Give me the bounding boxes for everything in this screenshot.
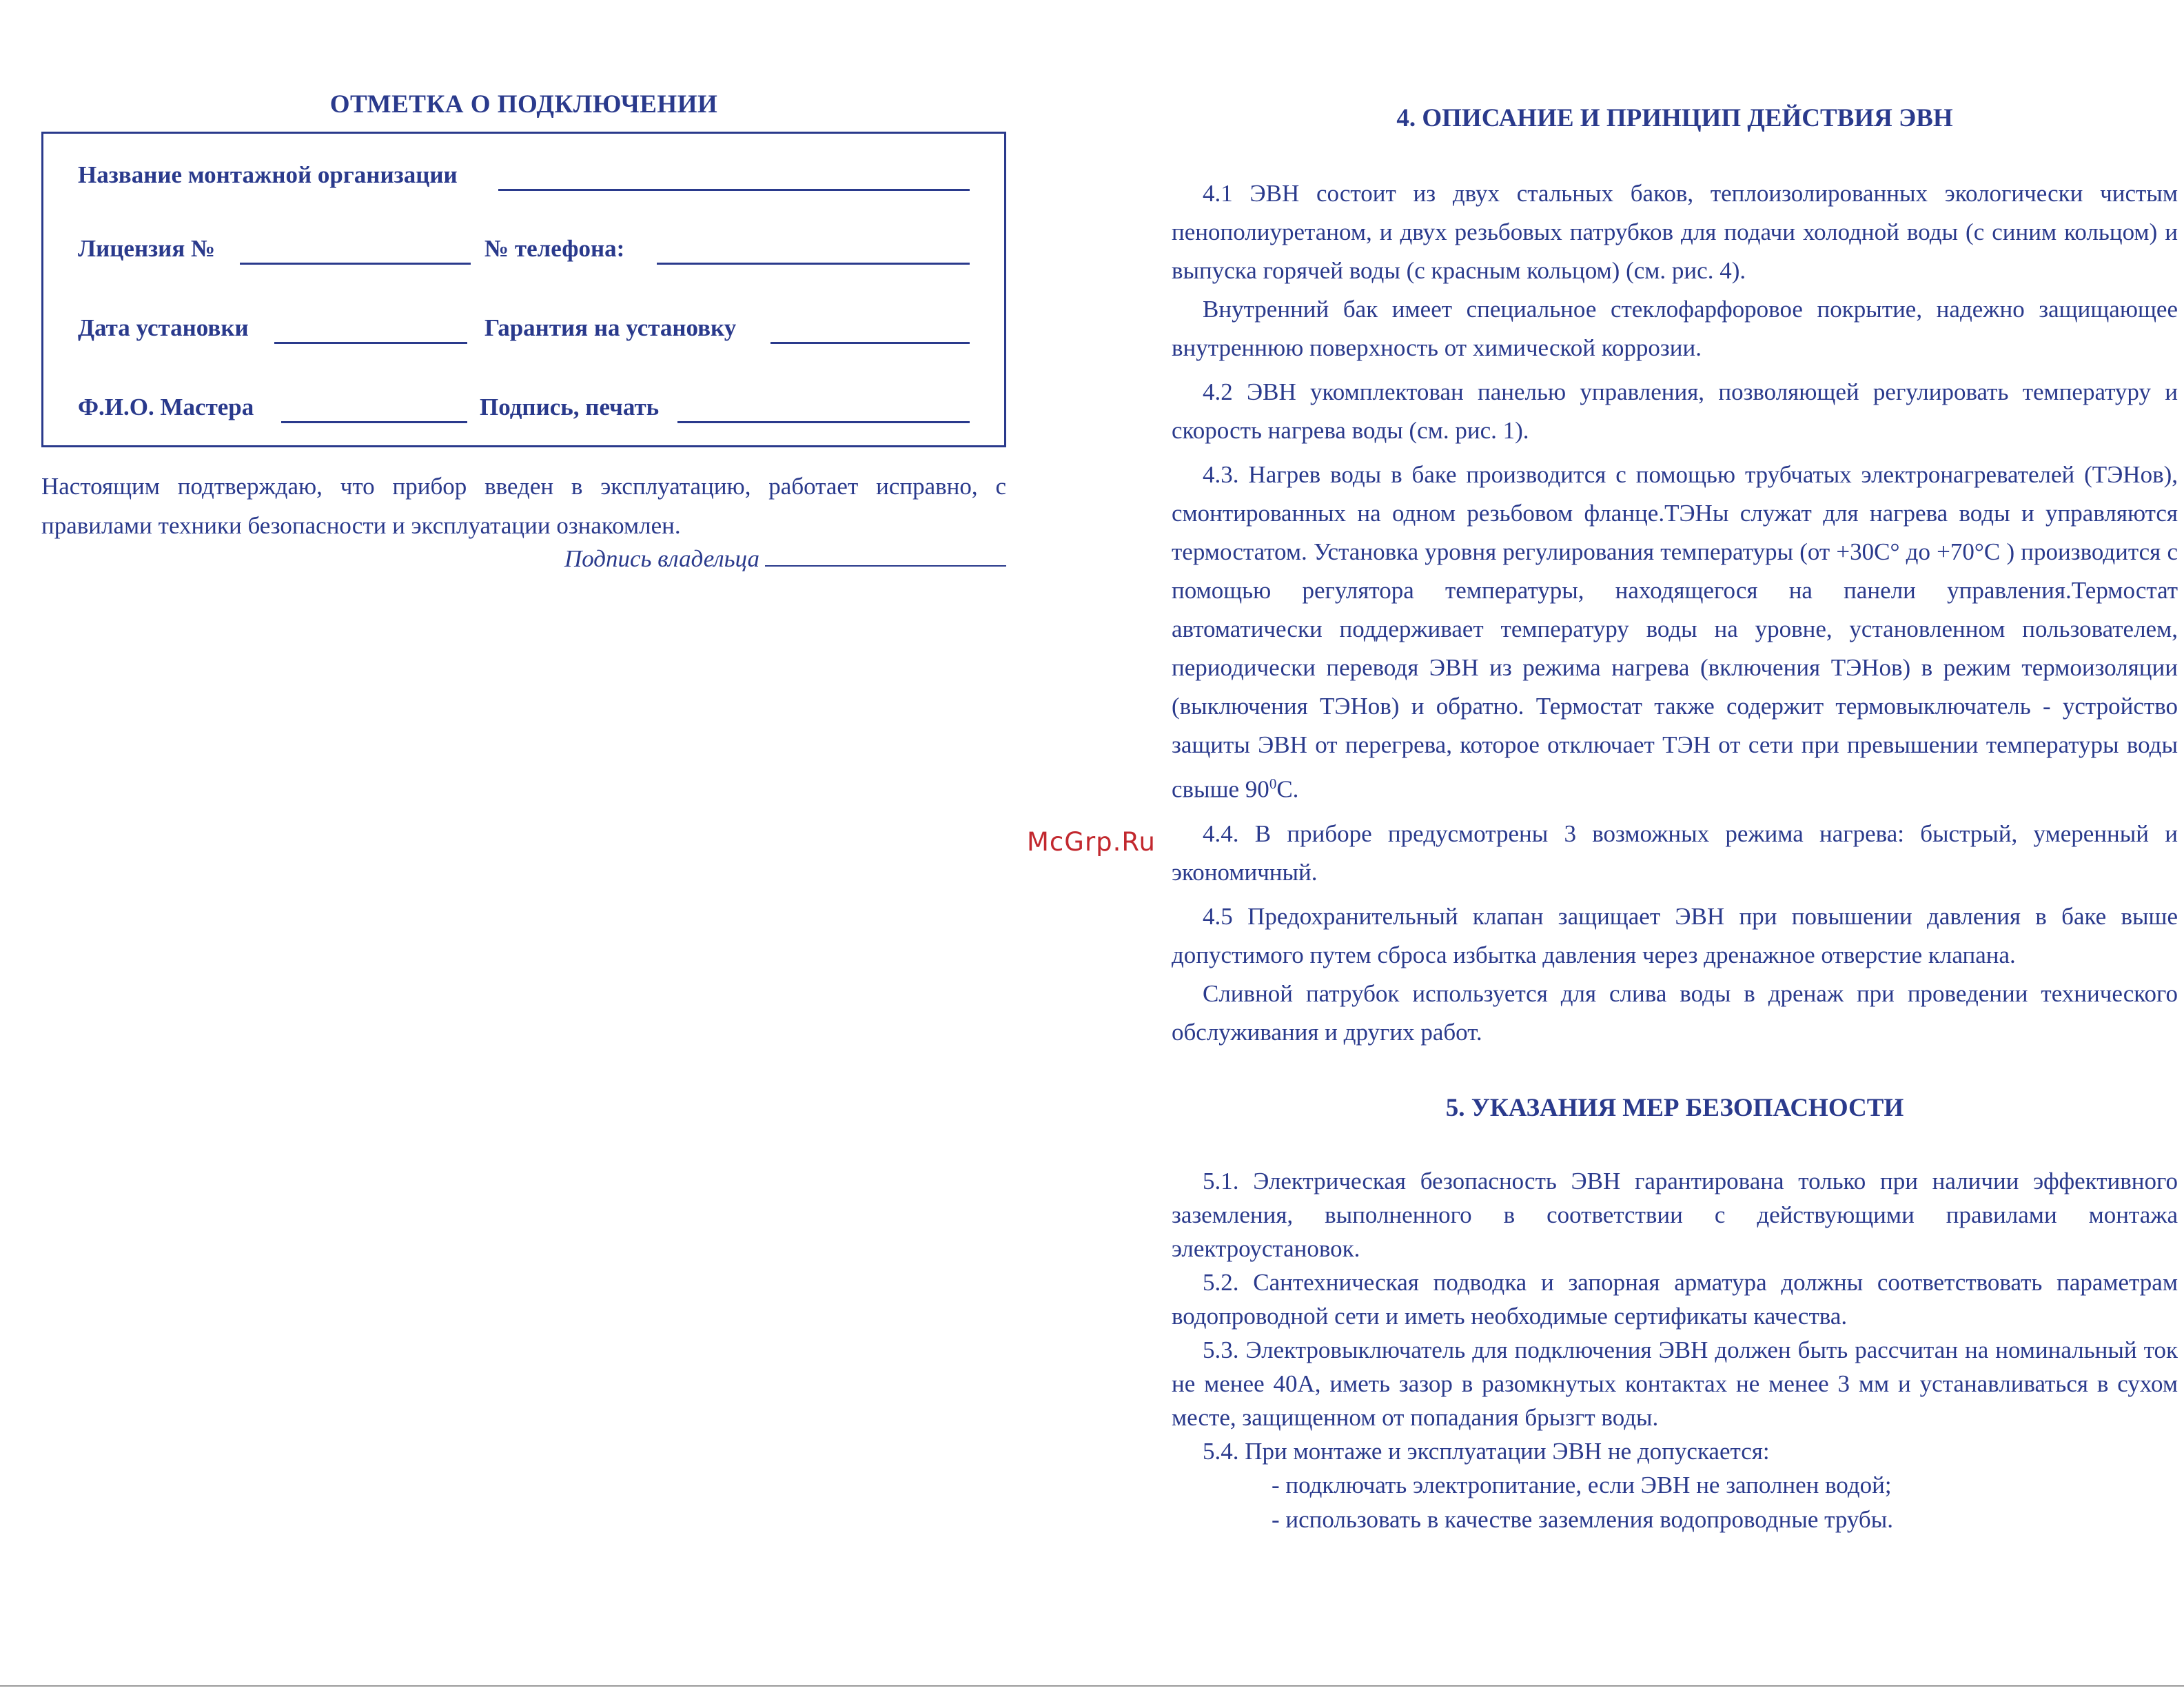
- paragraph-4-5: 4.5 Предохранительный клапан защищает ЭВН при повышении давления в баке выше допустимого путем сброса избытка давления через дренажное отверстие клапана.: [1172, 902, 2178, 968]
- connection-form: [41, 132, 1006, 447]
- degree-sup: 0: [1269, 775, 1277, 792]
- owner-signature-label: Подпись владельца: [564, 545, 759, 572]
- paragraph-5-3: 5.3. Электровыключатель для подключения ЭВН должен быть рассчитан на номинальный ток не менее 40А, иметь зазор в разомкнутых контактах не менее 3 мм и устанавливаться в сухом месте, защищенном от попадания брызгт воды.: [1172, 1336, 2178, 1431]
- section-4-body: [1172, 174, 2178, 1052]
- paragraph-4-1: 4.1 ЭВН состоит из двух стальных баков, теплоизолированных экологически чистым пенополиуретаном, и двух резьбовых патрубков для подачи холодной воды (с синим кольцом) и выпуска горячей воды (с красным кольцом) (см. рис. 4).: [1172, 180, 2178, 284]
- section-5-body: [1172, 1164, 2178, 1537]
- signature-field[interactable]: [677, 421, 970, 423]
- paragraph-5-2: 5.2. Сантехническая подводка и запорная арматура должны соответствовать параметрам водопроводной сети и иметь необходимые сертификаты качества.: [1172, 1268, 2178, 1330]
- install-date-field[interactable]: [274, 342, 467, 344]
- right-page: [1172, 103, 2178, 1537]
- paragraph-4-1-inner: Внутренний бак имеет специальное стеклофарфоровое покрытие, надежно защищающее внутреннюю поверхность от химической коррозии.: [1172, 296, 2178, 361]
- paragraph-5-1: 5.1. Электрическая безопасность ЭВН гарантирована только при наличии эффективного заземления, выполненного в соответствии с действующими правилами монтажа электроустановок.: [1172, 1167, 2178, 1262]
- owner-signature-field[interactable]: [765, 565, 1006, 567]
- connection-title: ОТМЕТКА О ПОДКЛЮЧЕНИИ: [329, 90, 718, 119]
- phone-field[interactable]: [657, 263, 970, 265]
- paragraph-4-3-end: С.: [1276, 775, 1299, 803]
- confirmation-text: Настоящим подтверждаю, что прибор введен в эксплуатацию, работает исправно, с правилами техники безопасности и эксплуатации ознакомлен.: [41, 473, 1006, 539]
- license-label: Лицензия №: [78, 235, 216, 262]
- warranty-label: Гарантия на установку: [484, 314, 737, 341]
- paragraph-4-2: 4.2 ЭВН укомплектован панелью управления, позволяющей регулировать температуру и скорость нагрева воды (см. рис. 1).: [1172, 378, 2178, 444]
- owner-signature: [41, 545, 1006, 573]
- left-page: [41, 90, 1006, 573]
- license-field[interactable]: [240, 263, 471, 265]
- org-field[interactable]: [498, 189, 970, 191]
- bullet-item: - использовать в качестве заземления водопроводные трубы.: [1272, 1505, 1894, 1533]
- org-label: Название монтажной организации: [78, 161, 458, 188]
- bottom-divider: [0, 1685, 2184, 1687]
- phone-label: № телефона:: [484, 235, 625, 262]
- master-label: Ф.И.О. Мастера: [78, 394, 254, 420]
- install-date-label: Дата установки: [78, 314, 249, 341]
- section-4-title: 4. ОПИСАНИЕ И ПРИНЦИП ДЕЙСТВИЯ ЭВН: [1396, 104, 1953, 132]
- section-5-title: 5. УКАЗАНИЯ МЕР БЕЗОПАСНОСТИ: [1445, 1093, 1904, 1122]
- watermark: McGrp.Ru: [1027, 827, 1156, 857]
- signature-label: Подпись, печать: [480, 394, 660, 420]
- paragraph-4-3-text: 4.3. Нагрев воды в баке производится с помощью трубчатых электронагревателей (ТЭНов), смонтированных на одном резьбовом фланце.ТЭНы служат для нагрева воды и управляются термостатом. Установка уровня регулирования температуры (от +30С° до +70°С ) производится с помощью регулятора температуры, находящегося на панели управления.Термостат автоматически поддерживает температуру воды на уровне, установленном пользователем, периодически переводя ЭВН из режима нагрева (включения ТЭНов) в режим термоизоляции (выключения ТЭНов) и обратно. Термостат также содержит термовыключатель - устройство защиты ЭВН от перегрева, которое отключает ТЭН от сети при превышении температуры воды свыше 90: [1172, 461, 2178, 803]
- warranty-field[interactable]: [770, 342, 970, 344]
- paragraph-drain: Сливной патрубок используется для слива воды в дренаж при проведении технического обслуживания и других работ.: [1172, 979, 2178, 1046]
- paragraph-5-4: 5.4. При монтаже и эксплуатации ЭВН не допускается:: [1203, 1437, 1770, 1465]
- paragraph-4-4: 4.4. В приборе предусмотрены 3 возможных режима нагрева: быстрый, умеренный и экономичный.: [1172, 820, 2178, 886]
- master-field[interactable]: [281, 421, 467, 423]
- bullet-item: - подключать электропитание, если ЭВН не заполнен водой;: [1272, 1471, 1892, 1498]
- paragraph-4-3: [1172, 456, 2178, 809]
